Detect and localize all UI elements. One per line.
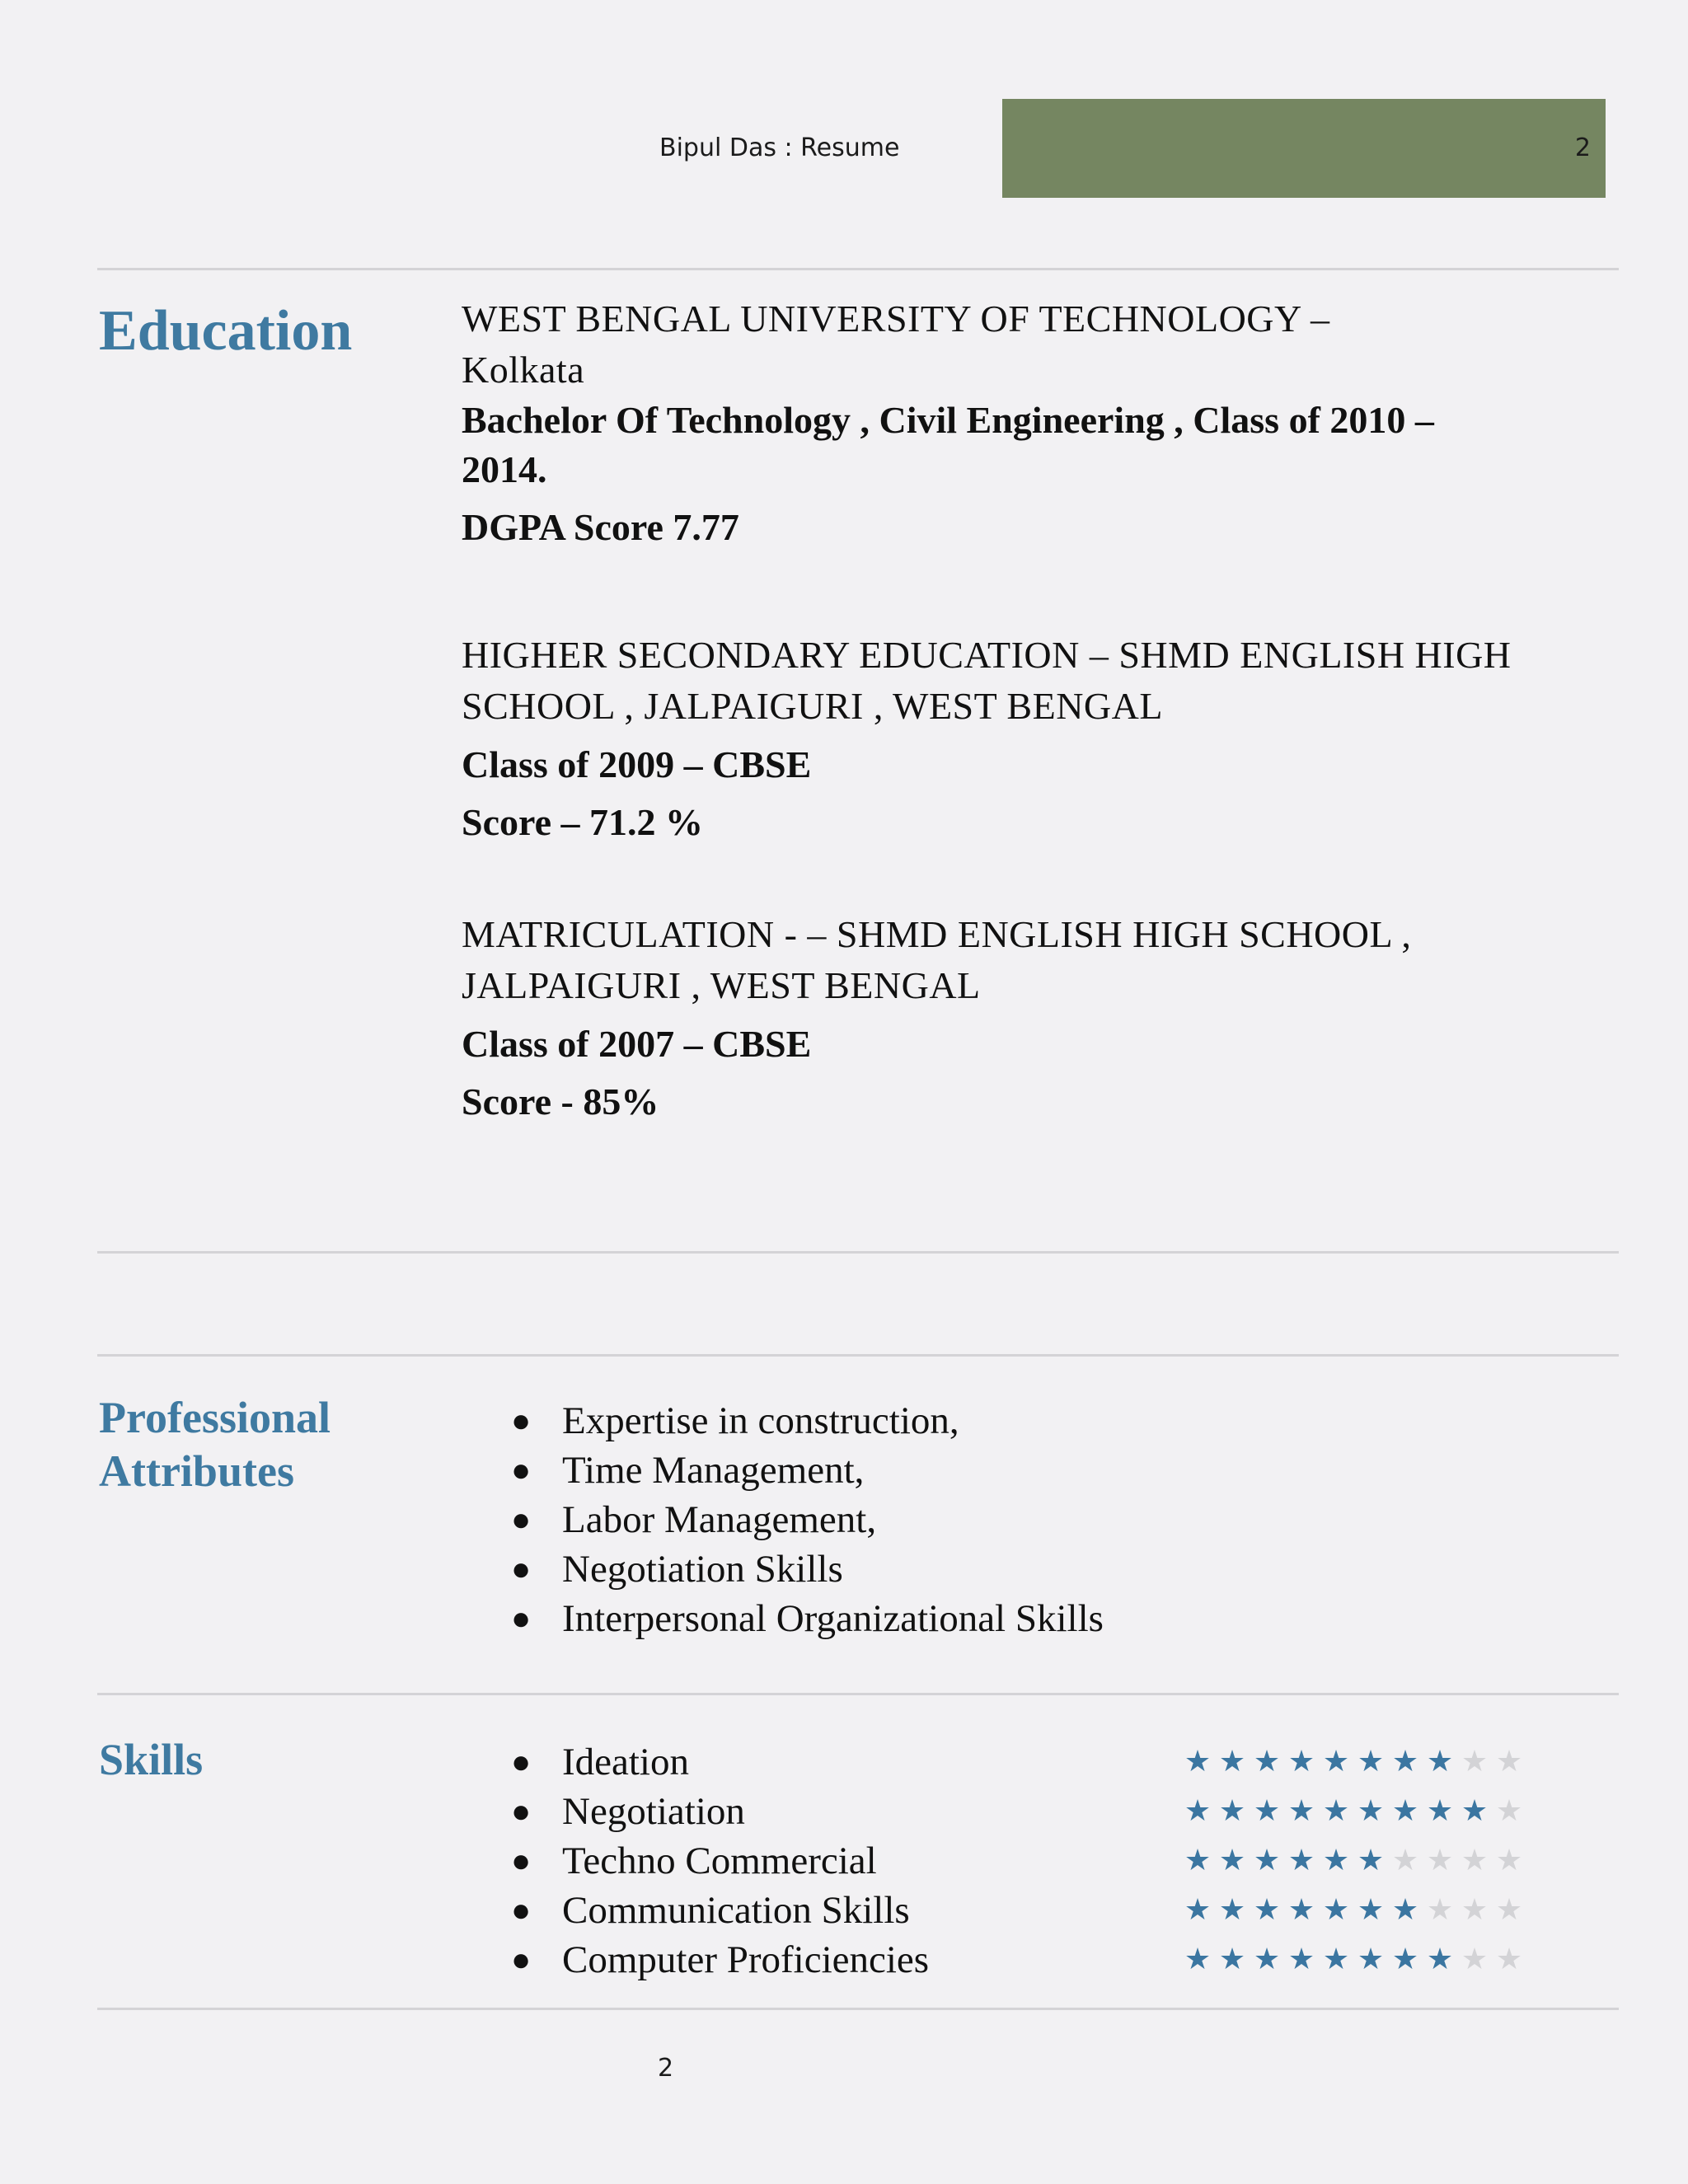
institution-line: HIGHER SECONDARY EDUCATION – SHMD ENGLISH HIGH [462, 634, 1512, 676]
header-color-bar [1002, 99, 1606, 198]
star-filled-icon: ★ [1322, 1943, 1350, 1976]
skill-name: Ideation [562, 1741, 689, 1783]
skills-list [511, 1737, 929, 1985]
star-filled-icon: ★ [1391, 1893, 1419, 1927]
bullet-icon: ● [511, 1550, 532, 1587]
institution-line: WEST BENGAL UNIVERSITY OF TECHNOLOGY – [462, 298, 1330, 340]
list-item-text: Time Management, [562, 1449, 865, 1492]
list-item [511, 1495, 1104, 1544]
section-title-skills: Skills [99, 1735, 204, 1784]
list-item [511, 1836, 929, 1886]
list-item [511, 1396, 1104, 1446]
star-filled-icon: ★ [1426, 1943, 1454, 1976]
education-detail: Bachelor Of Technology , Civil Engineering , Class of 2010 – [462, 399, 1434, 441]
education-detail: Class of 2009 – CBSE [462, 743, 812, 785]
star-empty-icon: ★ [1426, 1844, 1454, 1877]
education-detail: DGPA Score 7.77 [462, 506, 739, 548]
star-filled-icon: ★ [1253, 1745, 1281, 1779]
star-filled-icon: ★ [1253, 1943, 1281, 1976]
star-empty-icon: ★ [1495, 1745, 1523, 1779]
star-filled-icon: ★ [1287, 1943, 1315, 1976]
skill-rating-row [1180, 1935, 1526, 1985]
star-filled-icon: ★ [1357, 1745, 1385, 1779]
star-filled-icon: ★ [1322, 1844, 1350, 1877]
star-filled-icon: ★ [1287, 1745, 1315, 1779]
star-filled-icon: ★ [1357, 1943, 1385, 1976]
star-empty-icon: ★ [1426, 1893, 1454, 1927]
bullet-icon: ● [511, 1402, 532, 1439]
star-empty-icon: ★ [1461, 1745, 1489, 1779]
star-filled-icon: ★ [1218, 1943, 1246, 1976]
star-filled-icon: ★ [1184, 1794, 1212, 1828]
list-item [511, 1737, 929, 1787]
star-empty-icon: ★ [1461, 1893, 1489, 1927]
star-empty-icon: ★ [1495, 1844, 1523, 1877]
star-filled-icon: ★ [1391, 1943, 1419, 1976]
star-filled-icon: ★ [1253, 1844, 1281, 1877]
bullet-icon: ● [511, 1501, 532, 1538]
star-filled-icon: ★ [1184, 1844, 1212, 1877]
education-entry [462, 909, 1599, 1127]
education-detail: Score – 71.2 % [462, 801, 704, 843]
skill-name: Techno Commercial [562, 1840, 877, 1882]
institution-line: Kolkata [462, 349, 585, 391]
skill-rating-row [1180, 1787, 1526, 1836]
bullet-icon: ● [511, 1600, 532, 1637]
bullet-icon: ● [511, 1941, 532, 1978]
section-title-line: Professional [99, 1393, 331, 1442]
star-filled-icon: ★ [1391, 1745, 1419, 1779]
bullet-icon: ● [511, 1842, 532, 1879]
star-empty-icon: ★ [1461, 1943, 1489, 1976]
star-filled-icon: ★ [1426, 1794, 1454, 1828]
institution-line: SCHOOL , JALPAIGURI , WEST BENGAL [462, 685, 1163, 727]
skill-ratings [1180, 1737, 1526, 1985]
skill-name: Computer Proficiencies [562, 1938, 930, 1981]
section-title-education: Education [99, 299, 353, 363]
star-filled-icon: ★ [1322, 1893, 1350, 1927]
institution-line: JALPAIGURI , WEST BENGAL [462, 964, 981, 1006]
star-filled-icon: ★ [1322, 1745, 1350, 1779]
list-item-text: Labor Management, [562, 1498, 877, 1541]
bullet-icon: ● [511, 1743, 532, 1780]
footer-page-number: 2 [658, 2054, 674, 2083]
skill-name: Communication Skills [562, 1889, 910, 1932]
education-detail: Class of 2007 – CBSE [462, 1023, 812, 1065]
list-item [511, 1446, 1104, 1495]
star-filled-icon: ★ [1357, 1794, 1385, 1828]
list-item-text: Expertise in construction, [562, 1399, 959, 1442]
star-filled-icon: ★ [1218, 1893, 1246, 1927]
list-item-text: Interpersonal Organizational Skills [562, 1597, 1104, 1640]
divider [97, 2008, 1619, 2010]
education-entry [462, 630, 1599, 847]
star-filled-icon: ★ [1218, 1844, 1246, 1877]
star-empty-icon: ★ [1495, 1794, 1523, 1828]
star-filled-icon: ★ [1253, 1893, 1281, 1927]
skill-rating-row [1180, 1737, 1526, 1787]
star-filled-icon: ★ [1184, 1893, 1212, 1927]
star-empty-icon: ★ [1391, 1844, 1419, 1877]
star-filled-icon: ★ [1322, 1794, 1350, 1828]
education-detail: 2014. [462, 448, 547, 490]
divider [97, 1354, 1619, 1357]
divider [97, 1251, 1619, 1254]
education-entry [462, 293, 1599, 552]
star-filled-icon: ★ [1184, 1745, 1212, 1779]
section-title-line: Attributes [99, 1446, 294, 1496]
institution-line: MATRICULATION - – SHMD ENGLISH HIGH SCHOOL , [462, 913, 1412, 955]
section-title-professional-attributes [99, 1391, 331, 1498]
list-item [511, 1787, 929, 1836]
bullet-icon: ● [511, 1793, 532, 1830]
education-detail: Score - 85% [462, 1080, 659, 1122]
bullet-icon: ● [511, 1451, 532, 1488]
list-item-text: Negotiation Skills [562, 1548, 843, 1591]
list-item [511, 1594, 1104, 1643]
skill-name: Negotiation [562, 1790, 745, 1833]
bullet-icon: ● [511, 1891, 532, 1929]
star-filled-icon: ★ [1184, 1943, 1212, 1976]
skill-rating-row [1180, 1886, 1526, 1935]
header-name-label: Bipul Das : Resume [659, 134, 900, 162]
star-filled-icon: ★ [1287, 1893, 1315, 1927]
star-empty-icon: ★ [1461, 1844, 1489, 1877]
star-filled-icon: ★ [1218, 1745, 1246, 1779]
header-page-number: 2 [1574, 134, 1591, 162]
star-empty-icon: ★ [1495, 1943, 1523, 1976]
skill-rating-row [1180, 1836, 1526, 1886]
list-item [511, 1935, 929, 1985]
list-item [511, 1544, 1104, 1594]
star-filled-icon: ★ [1391, 1794, 1419, 1828]
divider [97, 268, 1619, 270]
list-item [511, 1886, 929, 1935]
star-filled-icon: ★ [1461, 1794, 1489, 1828]
star-filled-icon: ★ [1357, 1844, 1385, 1877]
professional-attributes-list [511, 1396, 1104, 1643]
star-filled-icon: ★ [1287, 1794, 1315, 1828]
star-filled-icon: ★ [1253, 1794, 1281, 1828]
divider [97, 1693, 1619, 1695]
star-filled-icon: ★ [1426, 1745, 1454, 1779]
star-filled-icon: ★ [1287, 1844, 1315, 1877]
star-empty-icon: ★ [1495, 1893, 1523, 1927]
star-filled-icon: ★ [1357, 1893, 1385, 1927]
star-filled-icon: ★ [1218, 1794, 1246, 1828]
